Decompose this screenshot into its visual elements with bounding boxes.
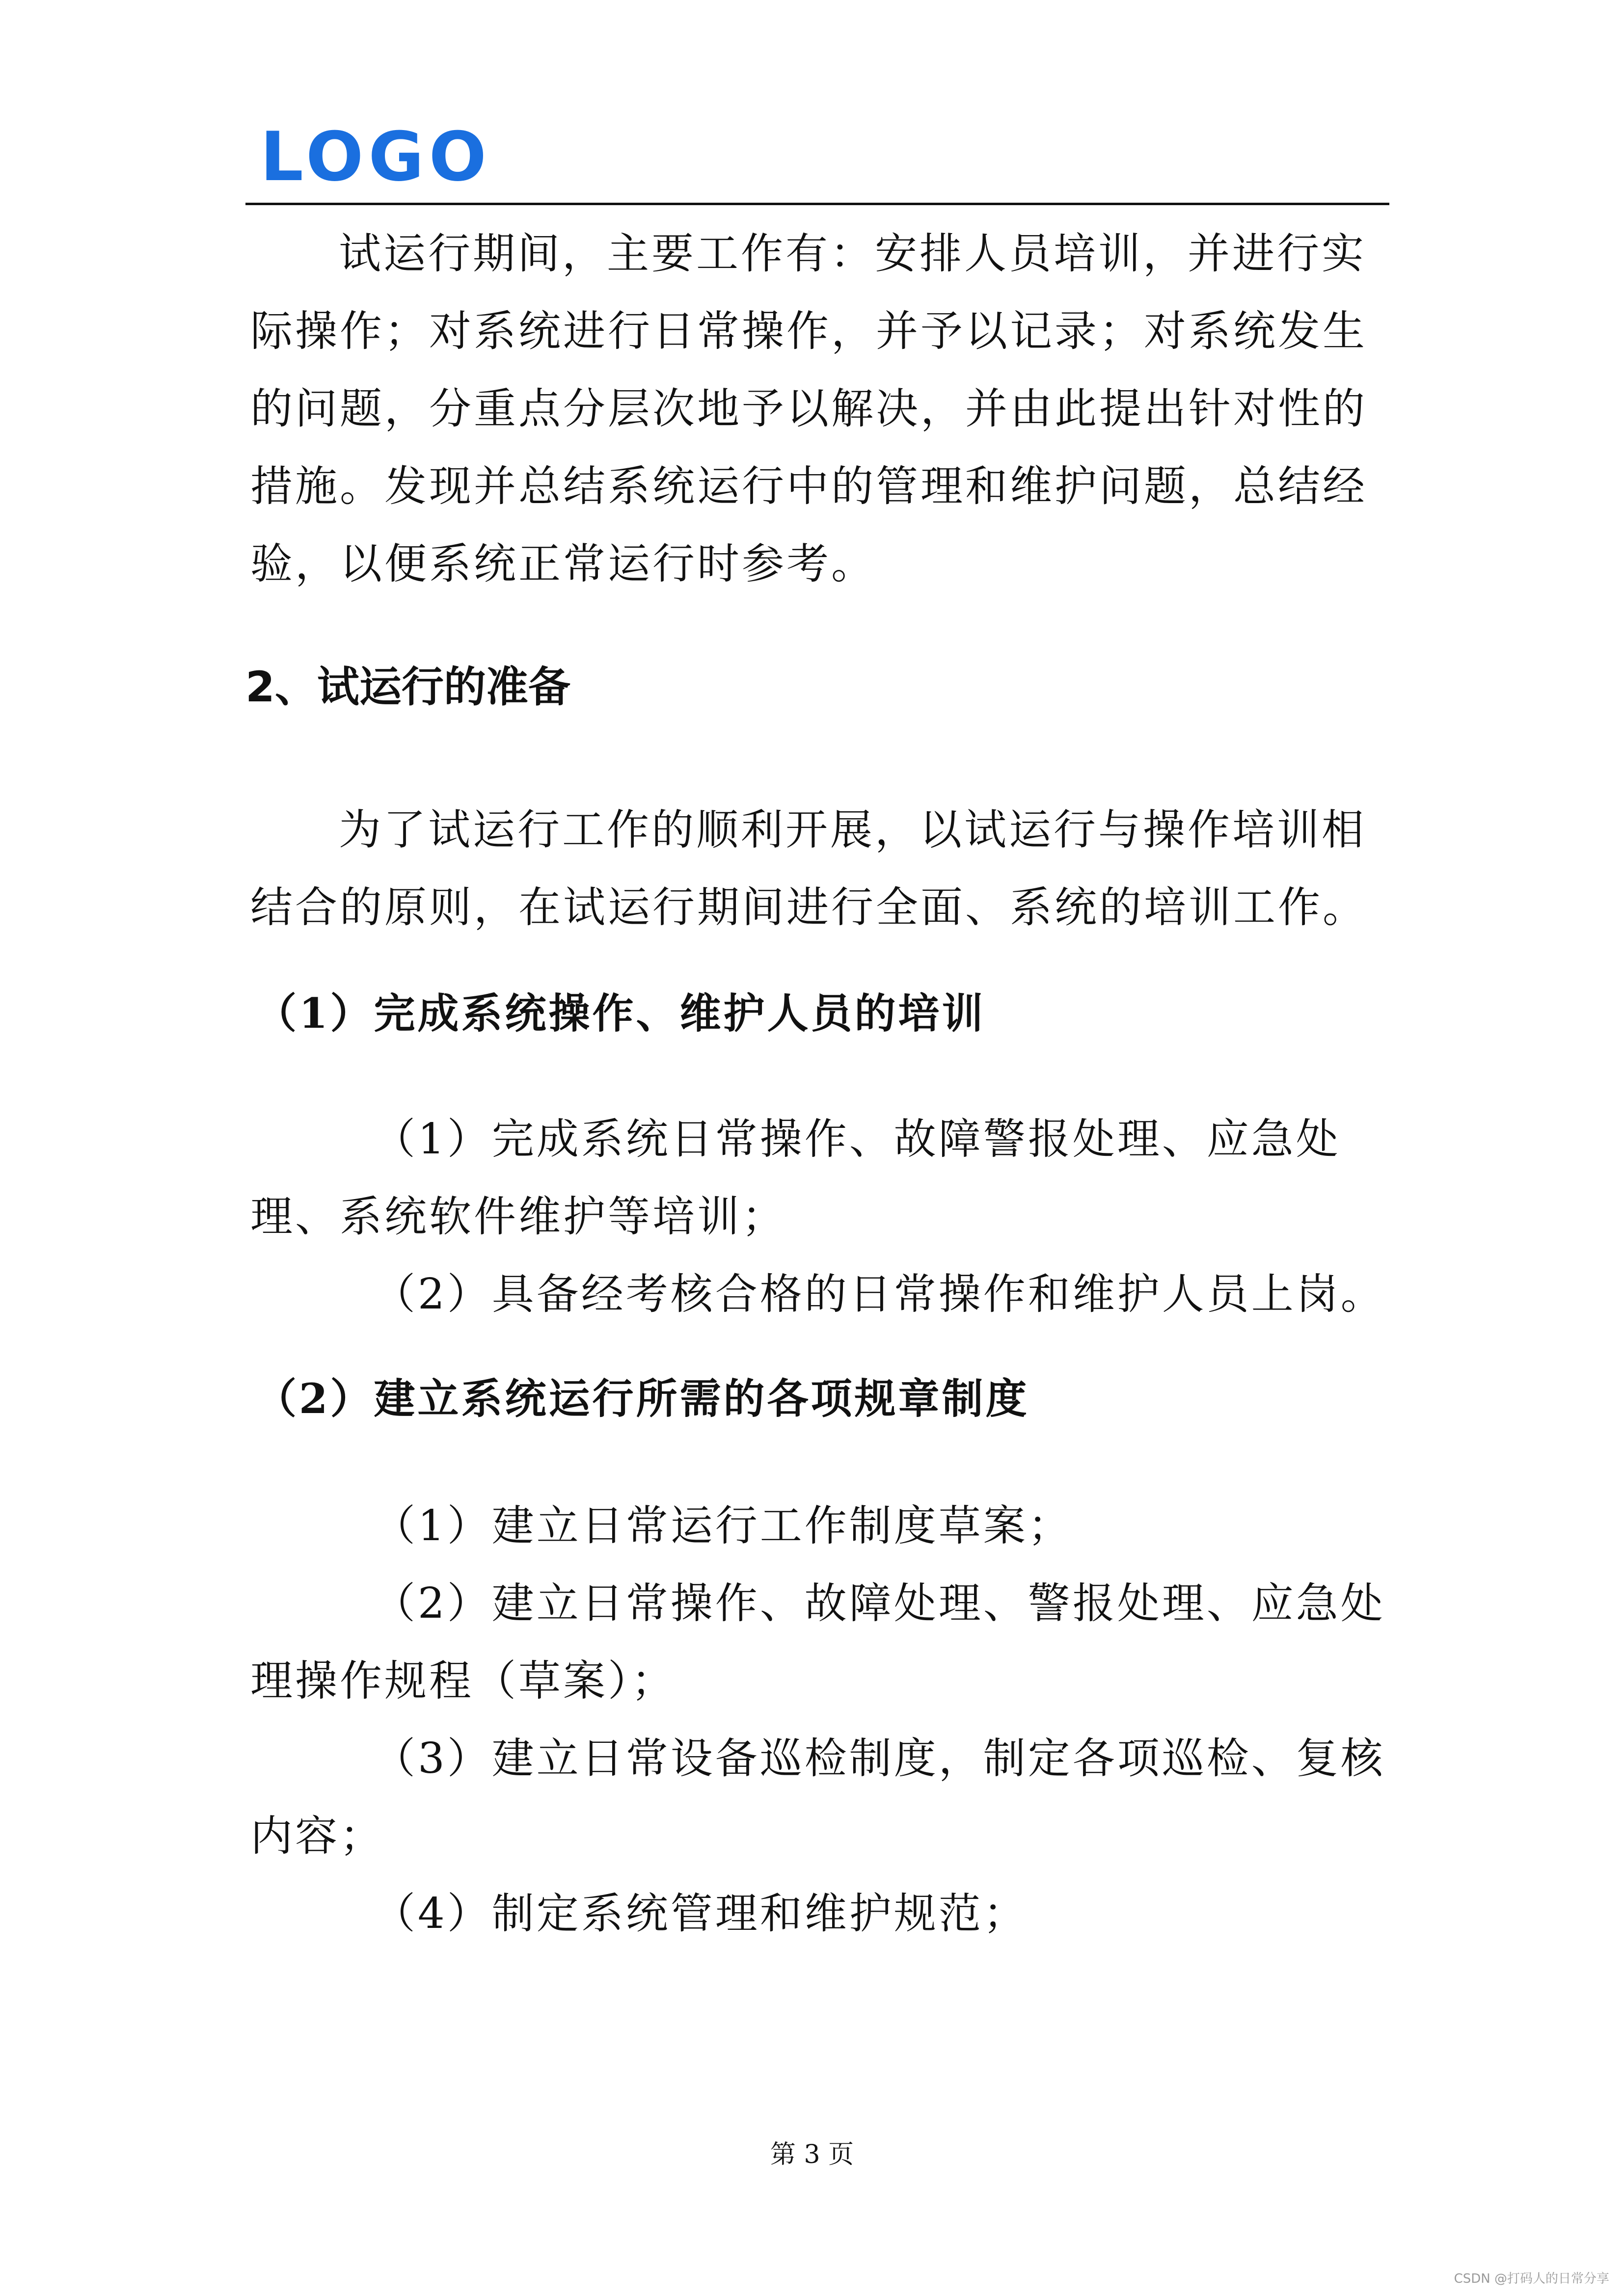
rules-item-4: （4）制定系统管理和维护规范； [373,1889,1028,1938]
source-watermark: CSDN @打码人的日常分享 [1454,2271,1609,2286]
preparation-intro-paragraph: 为了试运行工作的顺利开展，以试运行与操作培训相结合的原则，在试运行期间进行全面、系统的培训工作。 [250,805,1367,932]
subheading-training: （1）完成系统操作、维护人员的培训 [255,989,986,1038]
rules-item-1: （1）建立日常运行工作制度草案； [373,1501,1073,1550]
intro-paragraph: 试运行期间，主要工作有：安排人员培训，并进行实际操作；对系统进行日常操作，并予以记录；对系统发生的问题，分重点分层次地予以解决，并由此提出针对性的措施。发现并总结系统运行中的管理和维护问题，总结经验，以便系统正常运行时参考。 [250,229,1367,588]
logo: LOGO [260,117,491,196]
section-heading-preparation: 2、试运行的准备 [245,663,570,712]
training-item-1: （1）完成系统日常操作、故障警报处理、应急处理、系统软件维护等培训； [250,1115,1341,1241]
header-divider [245,203,1389,205]
subheading-rules: （2）建立系统运行所需的各项规章制度 [255,1374,1029,1423]
training-item-2: （2）具备经考核合格的日常操作和维护人员上岗。 [373,1270,1385,1319]
rules-item-2: （2）建立日常操作、故障处理、警报处理、应急处理操作规程（草案）； [250,1579,1385,1706]
page-number: 第 3 页 [770,2140,854,2169]
rules-item-3: （3）建立日常设备巡检制度，制定各项巡检、复核内容； [250,1734,1385,1861]
